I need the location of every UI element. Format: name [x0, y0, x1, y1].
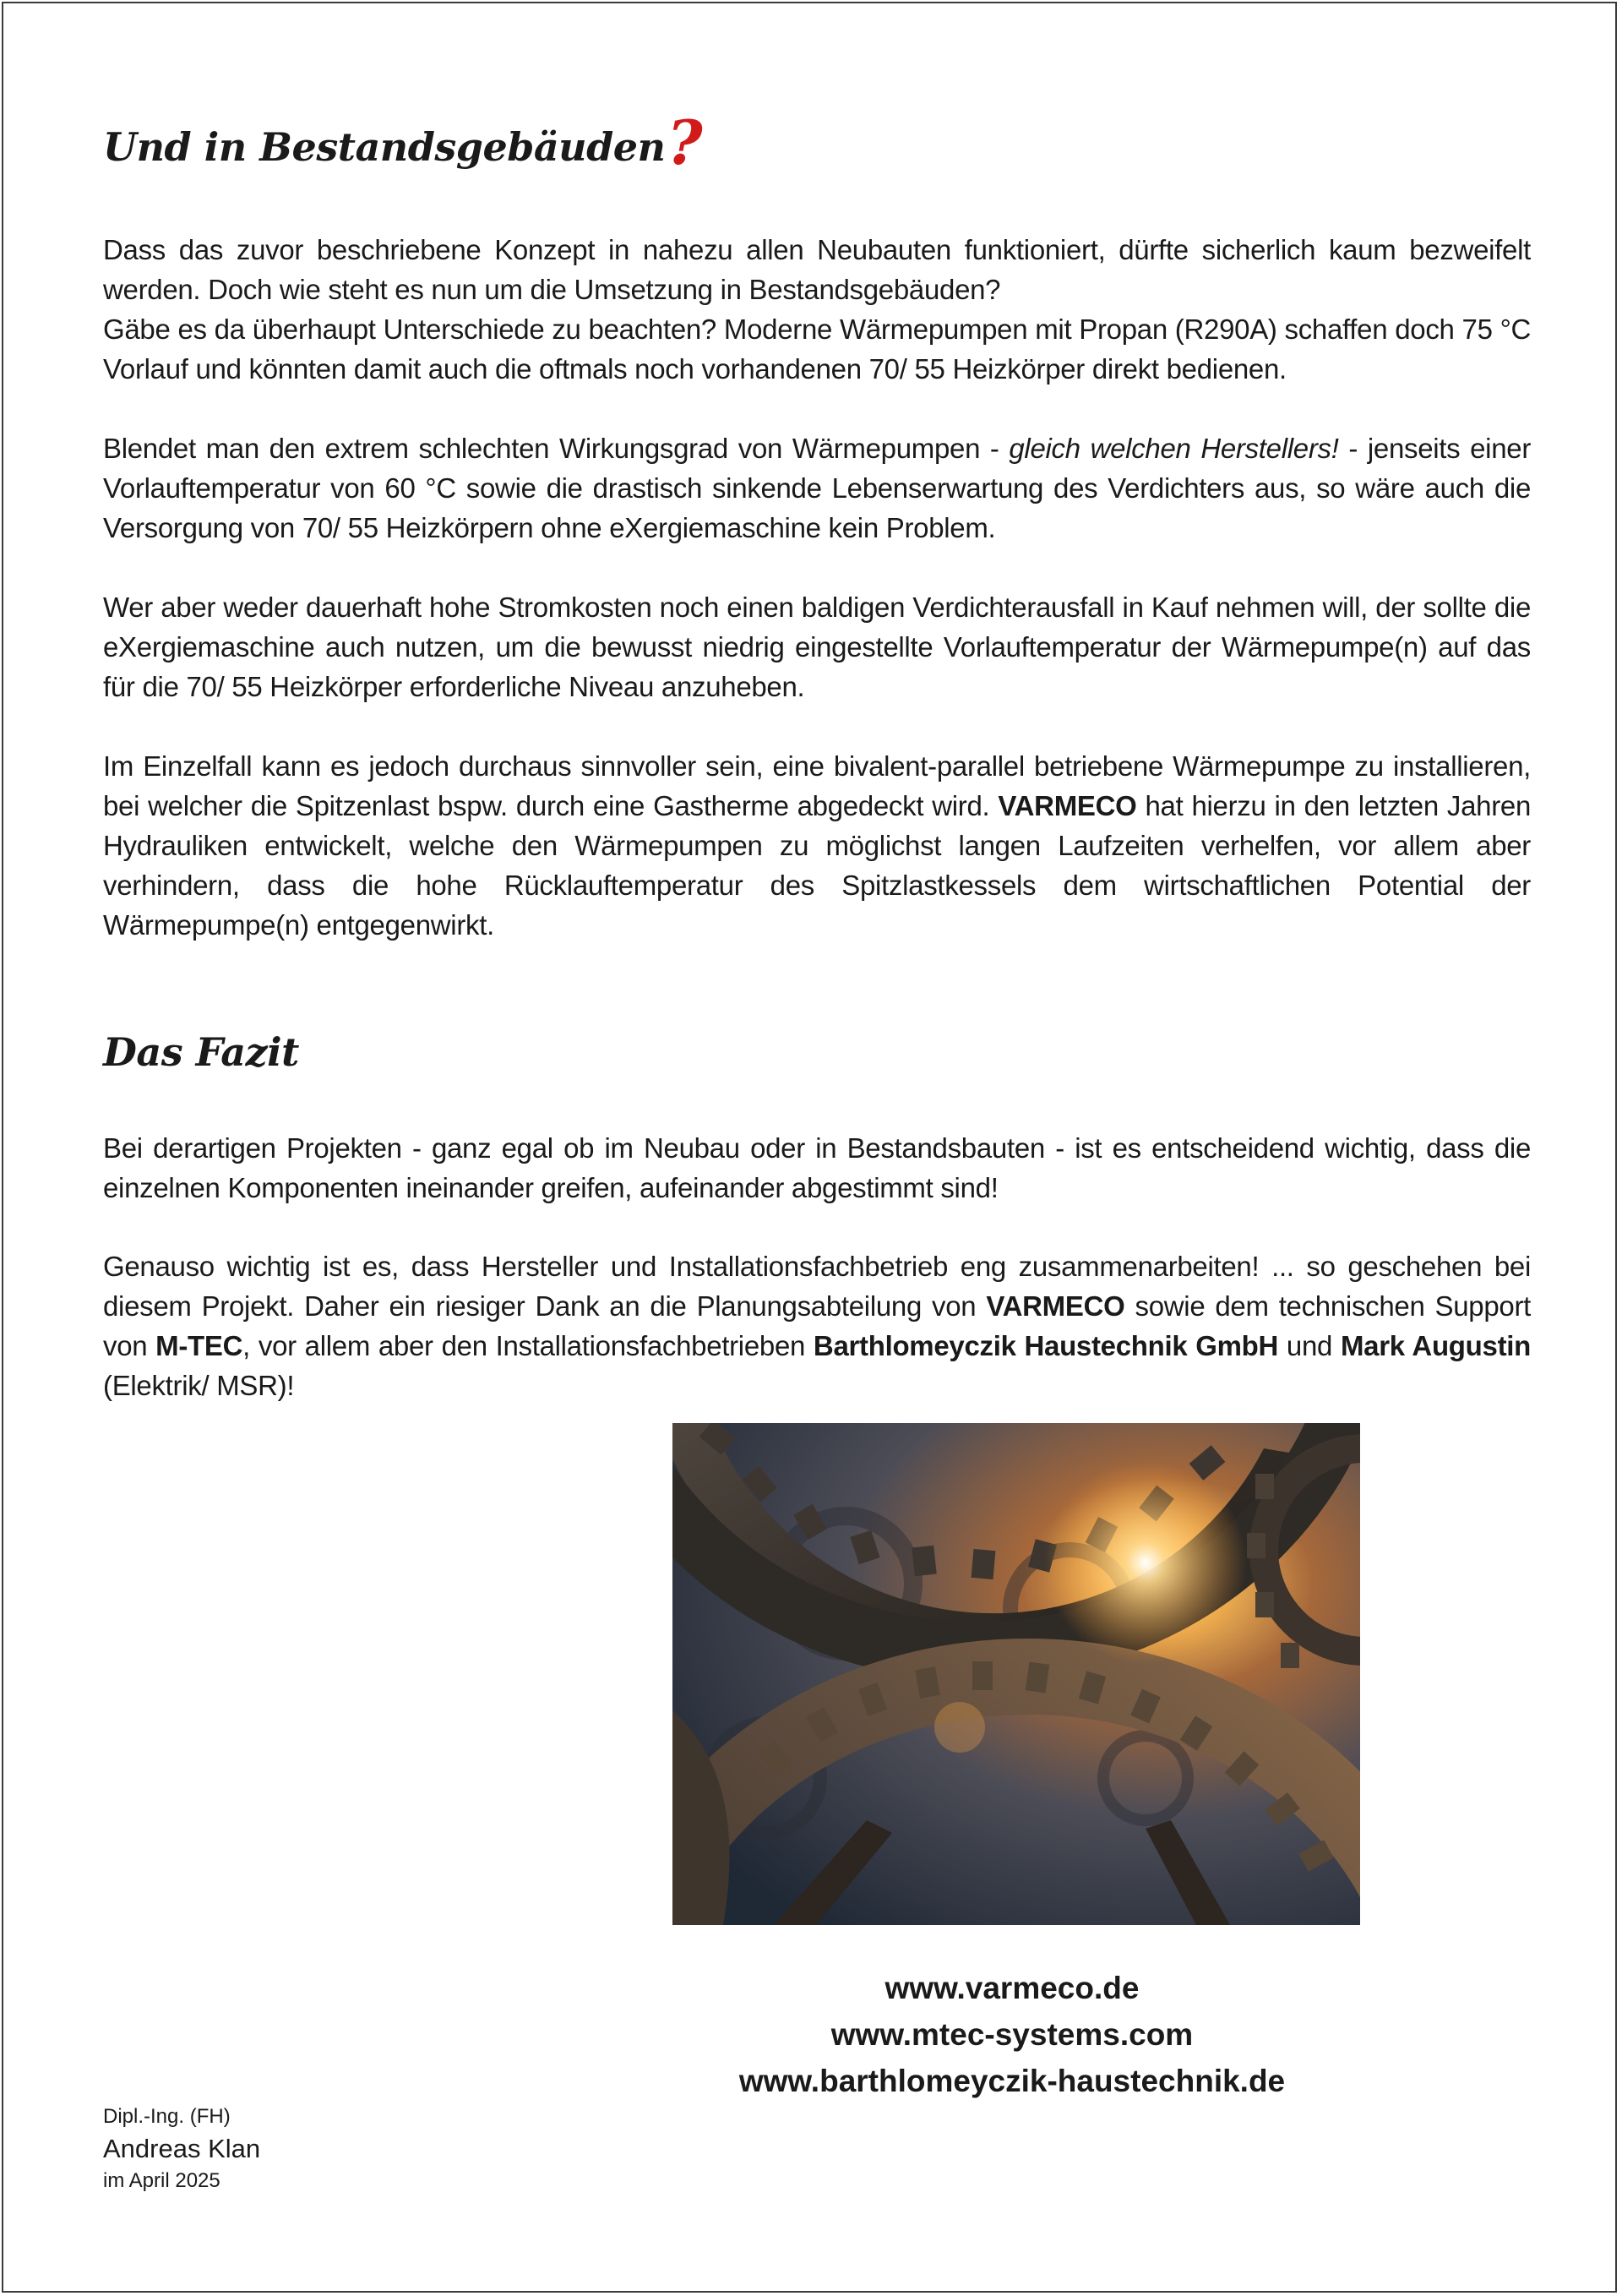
gears-photo — [672, 1423, 1360, 1925]
website-links — [672, 1965, 1352, 2104]
paragraph-text: Wer aber weder dauerhaft hohe Stromkosten noch einen baldigen Verdichterausfall in Kauf nehmen will, der sollte die eXergiemaschine auch nutzen, um die bewusst niedrig eingestellte Vorlauftemperatur der Wärmepumpe(n) auf das für die 70/ 55 Heizkörper erforderliche Niveau anzuheben. — [103, 592, 1531, 702]
brand-mtec: M-TEC — [155, 1330, 243, 1361]
link-barthlomeyczik[interactable]: www.barthlomeyczik-haustechnik.de — [738, 2064, 1286, 2098]
gears-illustration — [672, 1423, 1360, 1925]
company-barthlomeyczik: Barthlomeyczik Haustechnik GmbH — [813, 1330, 1279, 1361]
section-title-fazit: Das Fazit — [103, 1029, 299, 1075]
paragraph-concept — [103, 230, 1531, 389]
paragraph-text: Bei derartigen Projekten - ganz egal ob im Neubau oder in Bestandsbauten - ist es entscheidend wichtig, dass die einzelnen Komponenten ineinander greifen, aufeinander abgestimmt sind! — [103, 1132, 1531, 1203]
author-date: im April 2025 — [103, 2169, 220, 2192]
author-degree: Dipl.-Ing. (FH) — [103, 2105, 231, 2128]
section-title-bestandsgebaeude — [103, 106, 703, 178]
author-signature — [103, 2102, 260, 2195]
text-run: hat hierzu in den letzten Jahren Hydrauliken entwickelt, welche den Wärmepumpen zu möglichst langen Laufzeiten verhelfen, vor allem aber verhindern, dass die hohe Rücklauftemperatur des Spitzlastkessels dem wirtschaftlichen Potential der Wärmepumpe(n) entgegenwirkt. — [103, 790, 1531, 941]
text-run: Im Einzelfall kann es jedoch durchaus sinnvoller sein, eine bivalent-parallel betriebene Wärmepumpe zu installieren, bei welcher die Spitzenlast bspw. durch eine Gastherme abgedeckt wird. — [103, 750, 1531, 821]
link-varmeco[interactable]: www.varmeco.de — [884, 1971, 1140, 2005]
paragraph-text: Gäbe es da überhaupt Unterschiede zu beachten? Moderne Wärmepumpen mit Propan (R290A) schaffen doch 75 °C Vorlauf und könnten damit auch die oftmals noch vorhandenen 70/ 55 Heizkörper direkt bedienen. — [103, 314, 1531, 384]
paragraph-text: Dass das zuvor beschriebene Konzept in nahezu allen Neubauten funktioniert, dürfte sicherlich kaum bezweifelt werden. Doch wie steht es nun um die Umsetzung in Bestandsgebäuden? — [103, 234, 1531, 305]
person-mark-augustin: Mark Augustin — [1340, 1330, 1531, 1361]
text-run: - jenseits einer Vorlauftemperatur von 60 °C sowie die drastisch sinkende Lebenserwartung des Verdichters aus, so wäre auch die Versorgung von 70/ 55 Heizkörpern ohne eXergiemaschine kein Problem. — [103, 433, 1532, 543]
text-run: (Elektrik/ MSR)! — [103, 1370, 295, 1401]
text-run: und — [1278, 1330, 1341, 1361]
paragraph-thanks — [103, 1246, 1531, 1405]
question-mark-accent: ? — [667, 106, 703, 178]
text-run: sowie dem technischen Support von — [103, 1290, 1532, 1361]
link-mtec[interactable]: www.mtec-systems.com — [830, 2017, 1194, 2052]
emphasis-text: gleich welchen Herstellers! — [1009, 433, 1339, 464]
author-name: Andreas Klan — [103, 2134, 261, 2163]
brand-varmeco: VARMECO — [986, 1290, 1125, 1322]
brand-varmeco: VARMECO — [998, 790, 1137, 821]
text-run: Genauso wichtig ist es, dass Hersteller und Installationsfachbetrieb eng zusammenarbeiten! ... so geschehen bei diesem Projekt. Daher ein riesiger Dank an die Planungsabteilung von — [103, 1251, 1531, 1322]
text-run: , vor allem aber den Installationsfachbetrieben — [242, 1330, 814, 1361]
paragraph-bivalent — [103, 746, 1531, 945]
paragraph-exergy — [103, 587, 1531, 706]
section-title-text: Und in Bestandsgebäuden — [103, 124, 666, 170]
text-run: Blendet man den extrem schlechten Wirkungsgrad von Wärmepumpen - — [103, 433, 1010, 464]
paragraph-components — [103, 1128, 1531, 1208]
paragraph-efficiency — [103, 428, 1531, 548]
